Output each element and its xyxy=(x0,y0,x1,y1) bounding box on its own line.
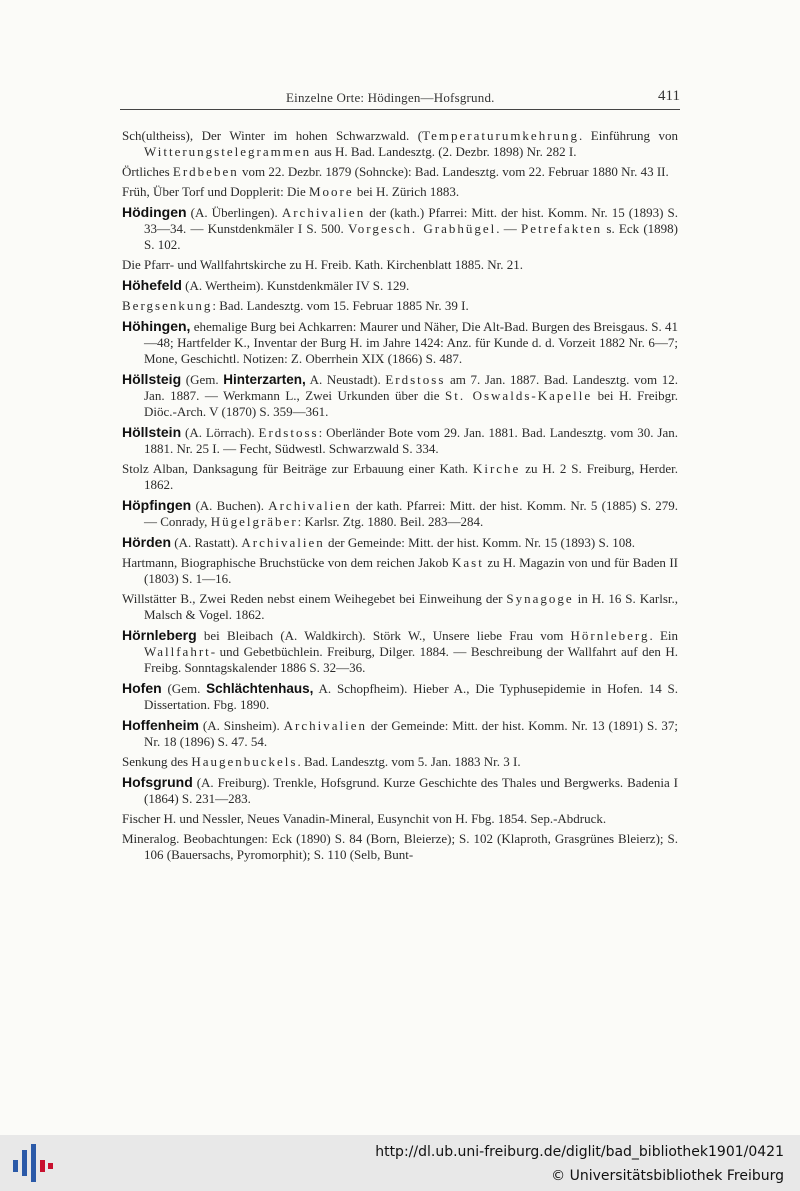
entry-text: A. Neustadt). xyxy=(305,372,386,387)
bibliography-entry xyxy=(122,184,678,200)
entry-text: ehemalige Burg bei Achkarren: Maurer und Näher, Die Alt-Bad. Burgen des Breisgaus. S. 41—48; Hartfelder K., Inventar der Burg H. im Jahre 1424: Anz. für Kunde d. d. Vorzeit 1882 Nr. 6—7; Mone, Geschichtl. Notizen: Z. Oberrhein XIX (1866) S. 487. xyxy=(144,319,678,366)
entry-text: . Ein xyxy=(649,628,678,643)
bibliography-entry xyxy=(122,128,678,160)
running-title: Einzelne Orte: Hödingen—Hofsgrund. xyxy=(286,90,495,105)
entry-text: bei H. Zürich 1883. xyxy=(353,184,460,199)
bibliography-entry xyxy=(122,774,678,807)
bibliography-entry xyxy=(122,461,678,493)
place-subheading: Hinterzarten, xyxy=(223,372,306,387)
bibliography-entry xyxy=(122,534,678,551)
entry-text: vom 22. Dezbr. 1879 (Sohncke): Bad. Landesztg. vom 22. Februar 1880 Nr. 43 II. xyxy=(238,164,669,179)
entry-text: . — xyxy=(496,221,521,236)
entry-text: (Gem. xyxy=(181,372,224,387)
bibliography-entries xyxy=(122,128,678,867)
entry-text: (A. Buchen). xyxy=(191,498,269,513)
entry-text: - und Gebetbüchlein. Freiburg, Dilger. 1884. — Beschreibung der Wallfahrt auf den H. Freibg. Sonntagskalender 1886 S. 32—36. xyxy=(144,644,678,675)
entry-text: Mineralog. Beobachtungen: Eck (1890) S. 84 (Born, Bleierze); S. 102 (Klaproth, Grasgrünes Bleierz); S. 106 (Bauersachs, Pyromorphit); S. 110 (Selb, Bunt- xyxy=(122,831,678,862)
header-rule xyxy=(120,109,680,110)
spaced-keyword: Wallfahrt xyxy=(144,644,211,659)
bibliography-entry xyxy=(122,591,678,623)
entry-text: A. Schopfheim). Hieber A., Die Typhusepidemie in Hofen. 14 S. Dissertation. Fbg. 1890. xyxy=(144,681,678,712)
entry-text: (Gem. xyxy=(161,681,207,696)
place-heading: Hoffenheim xyxy=(122,717,199,733)
entry-text: (A. Lörrach). xyxy=(181,425,259,440)
spaced-keyword: Bergsenkung xyxy=(122,298,213,313)
logo-bar xyxy=(31,1144,36,1182)
entry-text: Stolz Alban, Danksagung für Beiträge zur Erbauung einer Kath. xyxy=(122,461,473,476)
page-permalink[interactable]: http://dl.ub.uni-freiburg.de/diglit/bad_bibliothek1901/0421 xyxy=(375,1144,784,1160)
place-heading: Höhefeld xyxy=(122,277,182,293)
entry-text: : Oberländer Bote vom 29. Jan. 1881. Bad. Landesztg. vom 30. Jan. 1881. Nr. 25 I. — Fecht, Südwestl. Schwarzwald S. 334. xyxy=(144,425,678,456)
bibliography-entry xyxy=(122,164,678,180)
entry-text: Hartmann, Biographische Bruchstücke von dem reichen Jakob xyxy=(122,555,453,570)
bibliography-entry xyxy=(122,318,678,367)
spaced-keyword: Hügelgräber xyxy=(210,514,298,529)
place-heading: Höhingen, xyxy=(122,318,191,334)
entry-text: am 7. Jan. 1887. Bad. Landesztg. vom 12. Jan. 1887. — Werkmann L., Zwei Urkunden über die xyxy=(144,372,678,403)
entry-text: bei H. Freibgr. Diöc.-Arch. V (1870) S. 359—361. xyxy=(144,388,678,419)
spaced-keyword: Erdstoss xyxy=(385,372,446,387)
bibliography-entry xyxy=(122,371,678,420)
entry-text: der kath. Pfarrei: Mitt. der hist. Komm. Nr. 5 (1885) S. 279. — Conrady, xyxy=(144,498,678,529)
spaced-keyword: St. Oswalds-Kapelle xyxy=(445,388,593,403)
bibliography-entry xyxy=(122,717,678,750)
viewer-footer xyxy=(0,1135,800,1191)
entry-text: . Bad. Landesztg. vom 5. Jan. 1883 Nr. 3 I. xyxy=(297,754,521,769)
spaced-keyword: Archivalien xyxy=(268,498,352,513)
entry-text: s. Eck (1898) S. 102. xyxy=(144,221,678,252)
bibliography-entry xyxy=(122,424,678,457)
spaced-keyword: Erdstoss xyxy=(258,425,319,440)
entry-text: zu H. 2 S. Freiburg, Herder. 1862. xyxy=(144,461,678,492)
bibliography-entry xyxy=(122,627,678,676)
entry-text: Die Pfarr- und Wallfahrtskirche zu H. Freib. Kath. Kirchenblatt 1885. Nr. 21. xyxy=(122,257,523,272)
bibliography-entry xyxy=(122,298,678,314)
spaced-keyword: Temperaturumkehrung xyxy=(422,128,580,143)
place-heading: Höllstein xyxy=(122,424,182,440)
entry-text: (A. Überlingen). xyxy=(186,205,282,220)
bibliography-entry xyxy=(122,204,678,253)
logo-bar xyxy=(13,1160,18,1172)
place-heading: Hödingen xyxy=(122,204,187,220)
entry-text: der (kath.) Pfarrei: Mitt. der hist. Komm. Nr. 15 (1893) S. 33—34. — Kunstdenkmäler I S. 500. xyxy=(144,205,678,236)
spaced-keyword: Moore xyxy=(308,184,354,199)
entry-text: (A. Rastatt). xyxy=(171,535,242,550)
spaced-keyword: Archivalien xyxy=(281,205,366,220)
place-heading: Hörden xyxy=(122,534,171,550)
logo-bar xyxy=(22,1150,27,1176)
entry-text: Örtliches xyxy=(122,164,173,179)
copyright-notice: © Universitätsbibliothek Freiburg xyxy=(551,1168,784,1184)
spaced-keyword: Haugenbuckels xyxy=(191,754,298,769)
entry-text: (A. Freiburg). Trenkle, Hofsgrund. Kurze Geschichte des Thales und Bergwerks. Badenia I (1864) S. 231—283. xyxy=(144,775,678,806)
place-heading: Hofsgrund xyxy=(122,774,193,790)
entry-text: Sch(ultheiss), Der Winter im hohen Schwarzwald. ( xyxy=(122,128,423,143)
spaced-keyword: Archivalien xyxy=(241,535,325,550)
bibliography-entry xyxy=(122,754,678,770)
spaced-keyword: Archivalien xyxy=(283,718,367,733)
bibliography-entry xyxy=(122,811,678,827)
entry-text: aus H. Bad. Landesztg. (2. Dezbr. 1898) Nr. 282 I. xyxy=(311,144,577,159)
entry-text: in H. 16 S. Karlsr., Malsch & Vogel. 1862. xyxy=(144,591,679,622)
logo-bar xyxy=(40,1160,45,1172)
bibliography-entry xyxy=(122,497,678,530)
entry-text: (A. Sinsheim). xyxy=(199,718,284,733)
place-heading: Höpfingen xyxy=(122,497,192,513)
logo-bar xyxy=(48,1163,53,1169)
bibliography-entry xyxy=(122,555,678,587)
entry-text: zu H. Magazin von und für Baden II (1803) S. 1—16. xyxy=(144,555,678,586)
spaced-keyword: Erdbeben xyxy=(172,164,239,179)
bibliography-entry xyxy=(122,277,678,294)
entry-text: Früh, Über Torf und Dopplerit: Die xyxy=(122,184,309,199)
spaced-keyword: Synagoge xyxy=(506,591,574,606)
entry-text: : Karlsr. Ztg. 1880. Beil. 283—284. xyxy=(297,514,484,529)
entry-text: (A. Wertheim). Kunstdenkmäler IV S. 129. xyxy=(181,278,410,293)
bibliography-entry xyxy=(122,831,678,863)
entry-text: der Gemeinde: Mitt. der hist. Komm. Nr. 13 (1891) S. 37; Nr. 18 (1896) S. 47. 54. xyxy=(144,718,678,749)
place-subheading: Schlächtenhaus, xyxy=(206,681,314,696)
university-library-logo xyxy=(10,1140,54,1186)
place-heading: Höllsteig xyxy=(122,371,182,387)
spaced-keyword: Witterungstelegrammen xyxy=(144,144,312,159)
entry-text: der Gemeinde: Mitt. der hist. Komm. Nr. 15 (1893) S. 108. xyxy=(324,535,635,550)
entry-text: . Einführung von xyxy=(579,128,678,143)
spaced-keyword: Kast xyxy=(452,555,484,570)
place-heading: Hörnleberg xyxy=(122,627,197,643)
place-heading: Hofen xyxy=(122,680,162,696)
page-number: 411 xyxy=(658,88,680,104)
entry-text: bei Bleibach (A. Waldkirch). Störk W., Unsere liebe Frau vom xyxy=(196,628,571,643)
bibliography-entry xyxy=(122,257,678,273)
running-header xyxy=(120,84,680,110)
spaced-keyword: Hörnleberg xyxy=(570,628,650,643)
entry-text: Willstätter B., Zwei Reden nebst einem Weihegebet bei Einweihung der xyxy=(122,591,507,606)
entry-text: Senkung des xyxy=(122,754,192,769)
entry-text: Fischer H. und Nessler, Neues Vanadin-Mineral, Eusynchit von H. Fbg. 1854. Sep.-Abdruck. xyxy=(122,811,607,826)
spaced-keyword: Vorgesch. Grabhügel xyxy=(348,221,497,236)
bibliography-entry xyxy=(122,680,678,713)
spaced-keyword: Kirche xyxy=(472,461,521,476)
spaced-keyword: Petrefakten xyxy=(520,221,603,236)
entry-text: : Bad. Landesztg. vom 15. Februar 1885 Nr. 39 I. xyxy=(212,298,469,313)
